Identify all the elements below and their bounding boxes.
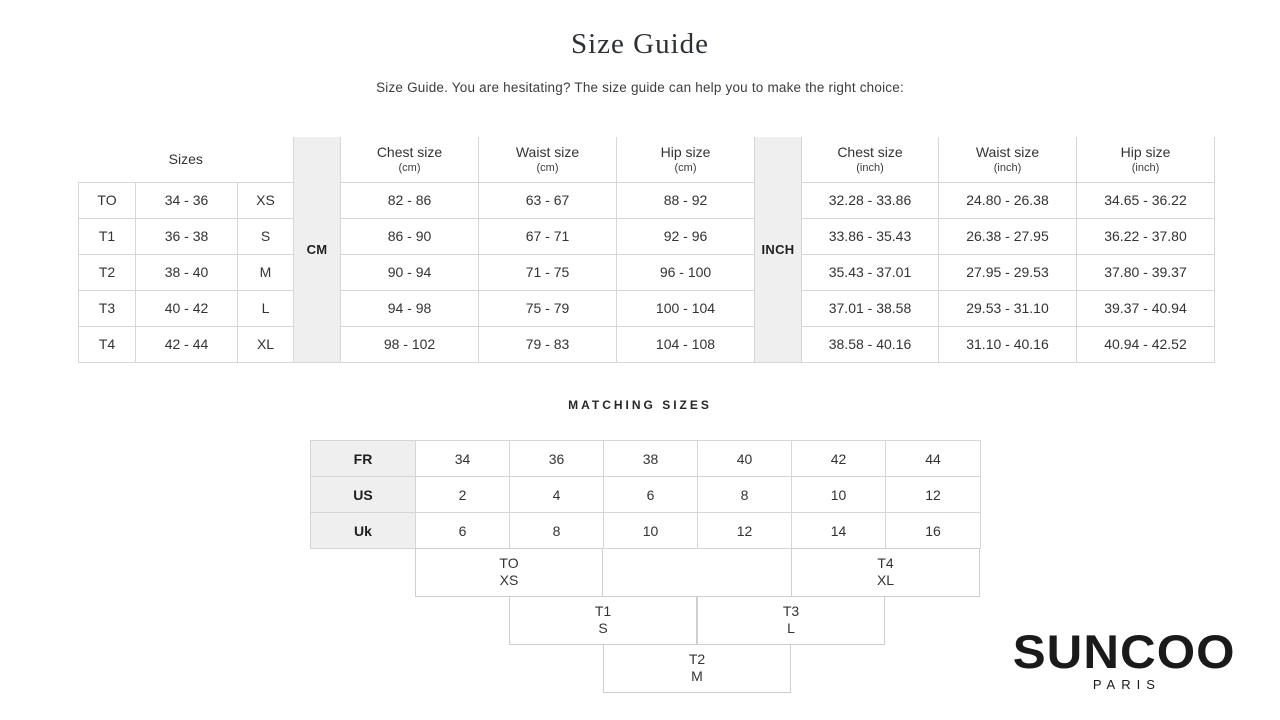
bracket-t4-xl (791, 548, 980, 597)
hip-inch: 34.65 - 36.22 (1077, 182, 1215, 218)
size-row-t4 (79, 326, 1215, 362)
bracket-code: T1 (594, 603, 612, 619)
chest-inch: 37.01 - 38.58 (802, 290, 939, 326)
page-title: Size Guide (570, 28, 710, 60)
size-row-to (79, 182, 1215, 218)
letter-size: L (238, 290, 294, 326)
size-code: T4 (79, 326, 136, 362)
uk-size: 8 (510, 513, 604, 549)
size-row-t1 (79, 218, 1215, 254)
chest-cm-header (341, 137, 479, 182)
fr-range: 38 - 40 (136, 254, 238, 290)
hip-inch: 39.37 - 40.94 (1077, 290, 1215, 326)
size-code: T2 (79, 254, 136, 290)
hip-cm: 96 - 100 (617, 254, 755, 290)
uk-size: 12 (698, 513, 792, 549)
waist-inch-header-unit: (inch) (993, 161, 1022, 174)
us-size: 12 (886, 477, 981, 513)
fr-range: 42 - 44 (136, 326, 238, 362)
hip-inch-header (1077, 137, 1215, 182)
waist-inch: 31.10 - 40.16 (939, 326, 1077, 362)
letter-size: XS (238, 182, 294, 218)
chest-cm-header-unit: (cm) (398, 161, 421, 174)
chest-cm: 98 - 102 (341, 326, 479, 362)
bracket-letter: M (691, 668, 703, 684)
fr-range: 40 - 42 (136, 290, 238, 326)
fr-size: 40 (698, 441, 792, 477)
brand-logo (1012, 625, 1236, 692)
hip-cm: 104 - 108 (617, 326, 755, 362)
uk-size: 16 (886, 513, 981, 549)
waist-inch: 24.80 - 26.38 (939, 182, 1077, 218)
waist-inch-header (939, 137, 1077, 182)
fr-size: 34 (416, 441, 510, 477)
matching-row-label: US (311, 477, 416, 513)
uk-size: 14 (792, 513, 886, 549)
size-table (78, 137, 1215, 363)
size-row-t2 (79, 254, 1215, 290)
us-size: 8 (698, 477, 792, 513)
bracket-code: T2 (688, 651, 706, 667)
page-subtitle: Size Guide. You are hesitating? The size guide can help you to make the right choice: (376, 80, 904, 95)
us-size: 2 (416, 477, 510, 513)
us-size: 6 (604, 477, 698, 513)
brand-wordmark: SUNCOO (1012, 625, 1236, 678)
waist-cm-header (479, 137, 617, 182)
bracket-t3-l (697, 596, 885, 645)
size-table-header-row (79, 137, 1215, 182)
hip-cm-header-label: Hip size (660, 143, 711, 160)
chest-cm-header-label: Chest size (376, 143, 443, 160)
size-code: T1 (79, 218, 136, 254)
fr-size: 44 (886, 441, 981, 477)
waist-cm: 79 - 83 (479, 326, 617, 362)
bracket-letter: S (598, 620, 608, 636)
chest-inch: 35.43 - 37.01 (802, 254, 939, 290)
bracket-letter: XL (876, 572, 895, 588)
hip-inch: 37.80 - 39.37 (1077, 254, 1215, 290)
hip-inch-header-unit: (inch) (1131, 161, 1160, 174)
matching-sizes-table (310, 440, 981, 549)
us-size: 10 (792, 477, 886, 513)
chest-cm: 90 - 94 (341, 254, 479, 290)
waist-cm-header-label: Waist size (515, 143, 580, 160)
size-bracket-map (310, 548, 980, 694)
bracket-letter: L (787, 620, 795, 636)
hip-cm: 100 - 104 (617, 290, 755, 326)
brand-city: PARIS (1092, 677, 1161, 692)
waist-cm: 71 - 75 (479, 254, 617, 290)
matching-sizes-heading: MATCHING SIZES (568, 398, 712, 412)
hip-cm: 92 - 96 (617, 218, 755, 254)
chest-inch: 32.28 - 33.86 (802, 182, 939, 218)
size-code: T3 (79, 290, 136, 326)
waist-inch: 27.95 - 29.53 (939, 254, 1077, 290)
hip-cm-header (617, 137, 755, 182)
chest-inch-header (802, 137, 939, 182)
waist-cm: 75 - 79 (479, 290, 617, 326)
bracket-code: T4 (877, 555, 894, 571)
waist-inch: 29.53 - 31.10 (939, 290, 1077, 326)
waist-cm: 67 - 71 (479, 218, 617, 254)
bracket-letter: XS (499, 572, 519, 588)
fr-size: 36 (510, 441, 604, 477)
size-row-t3 (79, 290, 1215, 326)
letter-size: M (238, 254, 294, 290)
bracket-t1-s (509, 596, 697, 645)
chest-inch-header-label: Chest size (837, 143, 903, 160)
size-code: TO (79, 182, 136, 218)
fr-range: 34 - 36 (136, 182, 238, 218)
hip-inch-header-label: Hip size (1120, 143, 1171, 160)
matching-row-uk (311, 513, 981, 549)
uk-size: 6 (416, 513, 510, 549)
letter-size: S (238, 218, 294, 254)
hip-inch: 36.22 - 37.80 (1077, 218, 1215, 254)
cm-strip-label: CM (294, 137, 341, 362)
us-size: 4 (510, 477, 604, 513)
letter-size: XL (238, 326, 294, 362)
hip-inch: 40.94 - 42.52 (1077, 326, 1215, 362)
chest-cm: 82 - 86 (341, 182, 479, 218)
sizes-header: Sizes (79, 137, 294, 182)
uk-size: 10 (604, 513, 698, 549)
inch-strip-label: INCH (755, 137, 802, 362)
bracket-to-xs (415, 548, 603, 597)
fr-size: 38 (604, 441, 698, 477)
matching-row-label: Uk (311, 513, 416, 549)
matching-row-us (311, 477, 981, 513)
chest-cm: 86 - 90 (341, 218, 479, 254)
hip-cm-header-unit: (cm) (674, 161, 697, 174)
waist-cm-header-unit: (cm) (536, 161, 559, 174)
matching-row-fr (311, 441, 981, 477)
chest-inch: 38.58 - 40.16 (802, 326, 939, 362)
matching-row-label: FR (311, 441, 416, 477)
waist-cm: 63 - 67 (479, 182, 617, 218)
hip-cm: 88 - 92 (617, 182, 755, 218)
chest-inch-header-unit: (inch) (856, 161, 884, 174)
chest-inch: 33.86 - 35.43 (802, 218, 939, 254)
bracket-t2-m (603, 644, 791, 693)
bracket-code: T3 (782, 603, 800, 619)
waist-inch-header-label: Waist size (975, 143, 1040, 160)
fr-range: 36 - 38 (136, 218, 238, 254)
bracket-code: TO (499, 555, 519, 571)
waist-inch: 26.38 - 27.95 (939, 218, 1077, 254)
fr-size: 42 (792, 441, 886, 477)
chest-cm: 94 - 98 (341, 290, 479, 326)
